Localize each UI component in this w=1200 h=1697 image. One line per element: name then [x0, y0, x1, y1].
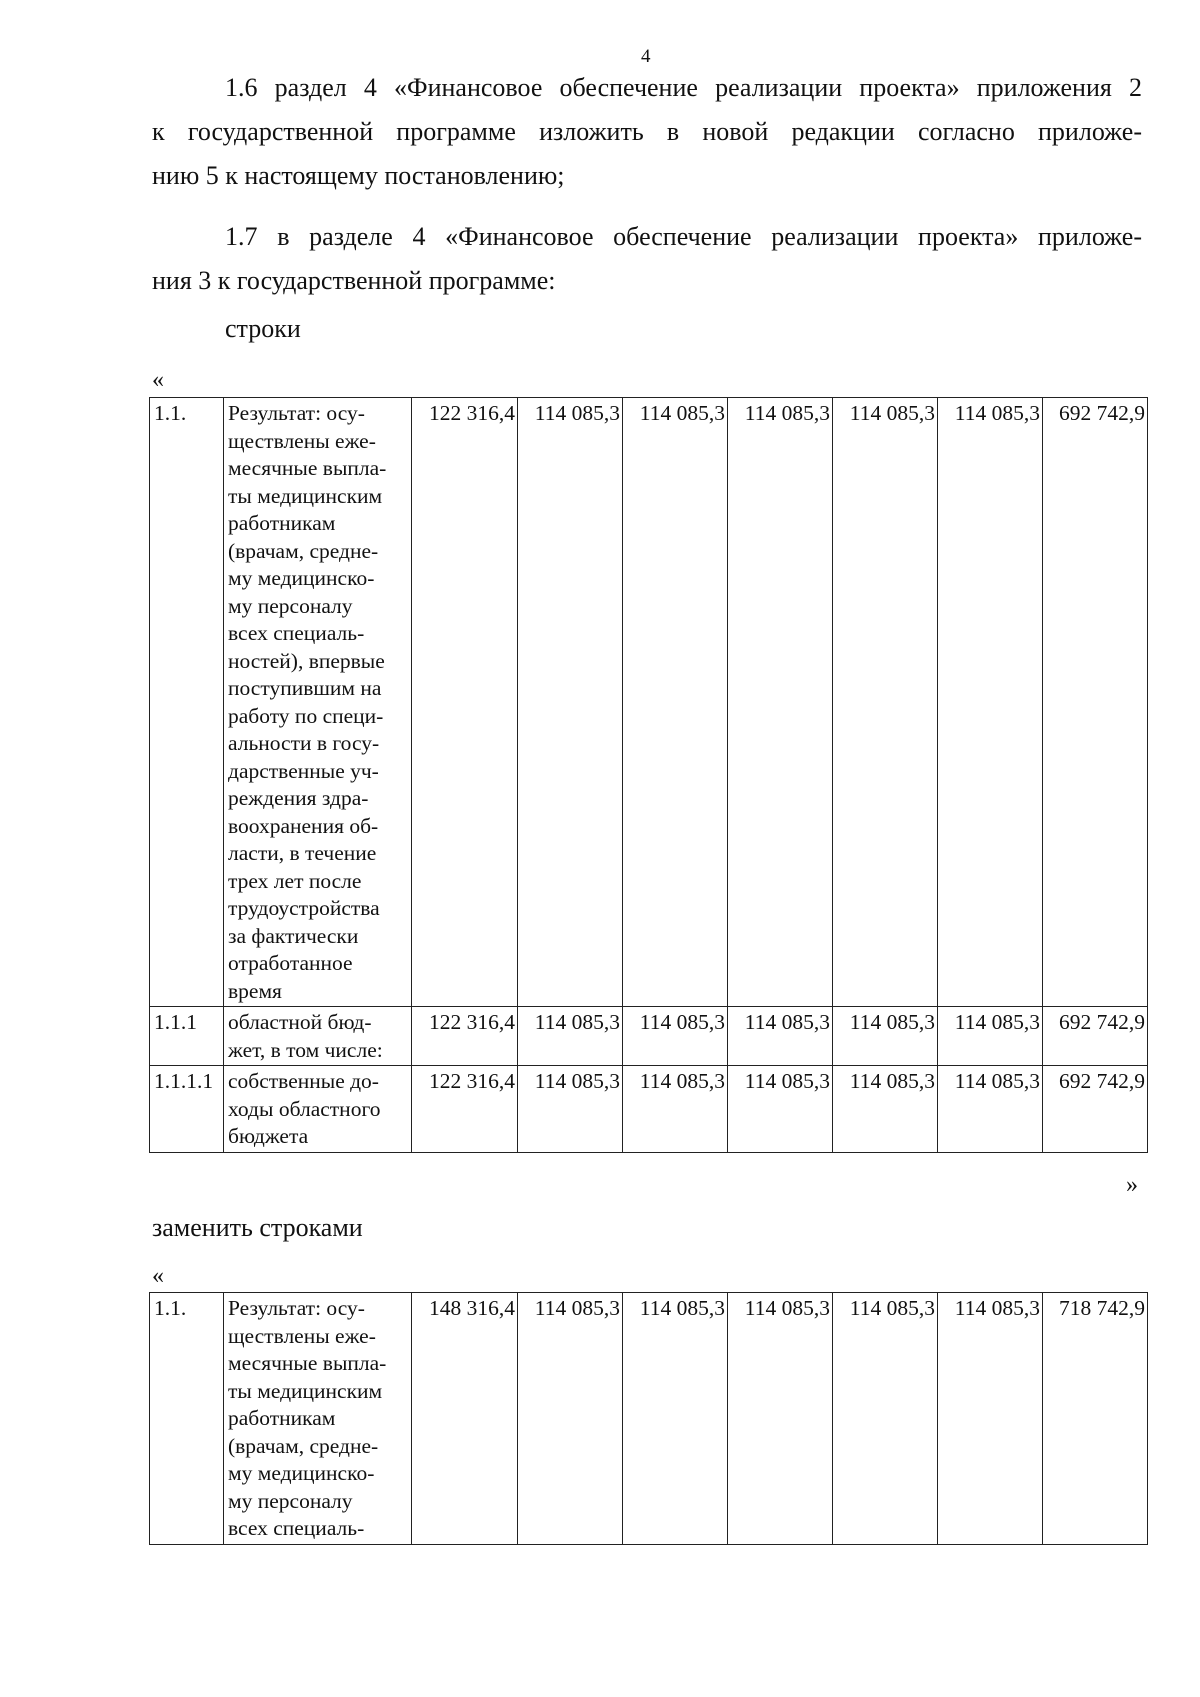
- amount-cell: 718 742,9: [1043, 1293, 1148, 1545]
- closing-quote-old: »: [1126, 1172, 1138, 1198]
- paragraph-line: ния 3 к государственной программе:: [152, 266, 556, 295]
- description-line: реждения здра-: [228, 786, 369, 810]
- amount-cell: 114 085,3: [938, 1007, 1043, 1066]
- description-line: му персоналу: [228, 1488, 353, 1513]
- description-line: му медицинско-: [228, 1461, 375, 1485]
- description-line: му медицинско-: [228, 566, 375, 590]
- amount-cell: 122 316,4: [412, 1007, 518, 1066]
- description-line: месячные выпла-: [228, 1351, 387, 1375]
- description-line: бюджета: [228, 1124, 309, 1148]
- opening-quote-old: «: [152, 367, 164, 393]
- table-row: [150, 1066, 1148, 1153]
- amount-cell: 692 742,9: [1043, 1066, 1148, 1153]
- amount-cell: 114 085,3: [728, 1293, 833, 1545]
- description-line: всех специаль-: [228, 621, 365, 645]
- description-line: ходы областного: [228, 1096, 381, 1121]
- amount-cell: 114 085,3: [833, 1007, 938, 1066]
- opening-quote-new: «: [152, 1263, 164, 1289]
- amount-cell: 114 085,3: [833, 1066, 938, 1153]
- description-line: работу по специ-: [228, 703, 384, 728]
- row-description: [224, 1007, 412, 1066]
- row-code: 1.1.1.1: [150, 1066, 224, 1153]
- paragraph-1-7: [152, 215, 1142, 303]
- paragraph-line: 1.6 раздел 4 «Финансовое обеспечение реализации проекта» приложения 2: [225, 73, 1142, 102]
- row-description: [224, 1066, 412, 1153]
- row-code: 1.1.: [150, 1293, 224, 1545]
- description-line: ществлены еже-: [228, 428, 376, 453]
- old-rows-table: [149, 397, 1148, 1153]
- amount-cell: 114 085,3: [728, 398, 833, 1007]
- description-line: дарственные уч-: [228, 758, 379, 783]
- description-line: областной бюд-: [228, 1010, 372, 1034]
- amount-cell: 114 085,3: [518, 1007, 623, 1066]
- paragraph-line: к государственной программе изложить в новой редакции согласно приложе-: [152, 117, 1142, 146]
- description-line: время: [228, 978, 282, 1003]
- row-description: [224, 1293, 412, 1545]
- amount-cell: 114 085,3: [623, 1293, 728, 1545]
- description-line: (врачам, средне-: [228, 538, 379, 563]
- amount-cell: 114 085,3: [938, 1066, 1043, 1153]
- description-line: работникам: [228, 511, 336, 535]
- description-line: всех специаль-: [228, 1516, 365, 1540]
- page-number: 4: [641, 46, 651, 67]
- amount-cell: 114 085,3: [623, 1066, 728, 1153]
- description-line: ласти, в течение: [228, 841, 377, 865]
- amount-cell: 114 085,3: [623, 398, 728, 1007]
- description-line: отработанное: [228, 951, 353, 975]
- row-description: [224, 398, 412, 1007]
- amount-cell: 114 085,3: [833, 1293, 938, 1545]
- row-code: 1.1.: [150, 398, 224, 1007]
- table-row: [150, 1007, 1148, 1066]
- paragraph-1-6: [152, 66, 1142, 198]
- amount-cell: 122 316,4: [412, 1066, 518, 1153]
- amount-cell: 122 316,4: [412, 398, 518, 1007]
- label-rows: строки: [225, 314, 301, 343]
- table-row: [150, 398, 1148, 1007]
- amount-cell: 114 085,3: [518, 1293, 623, 1545]
- amount-cell: 114 085,3: [623, 1007, 728, 1066]
- description-line: ты медицинским: [228, 483, 383, 508]
- description-line: воохранения об-: [228, 813, 379, 838]
- description-line: поступившим на: [228, 676, 382, 700]
- description-line: ты медицинским: [228, 1378, 383, 1403]
- description-line: (врачам, средне-: [228, 1433, 379, 1458]
- description-line: му персоналу: [228, 593, 353, 618]
- description-line: альности в госу-: [228, 731, 380, 755]
- description-line: ществлены еже-: [228, 1323, 376, 1348]
- amount-cell: 692 742,9: [1043, 398, 1148, 1007]
- paragraph-line: 1.7 в разделе 4 «Финансовое обеспечение реализации проекта» приложе-: [225, 222, 1142, 251]
- description-line: ностей), впервые: [228, 648, 385, 673]
- amount-cell: 114 085,3: [518, 1066, 623, 1153]
- table-row: [150, 1293, 1148, 1545]
- paragraph-line: нию 5 к настоящему постановлению;: [152, 161, 565, 190]
- amount-cell: 114 085,3: [518, 398, 623, 1007]
- description-line: трудоустройства: [228, 896, 380, 920]
- amount-cell: 114 085,3: [728, 1066, 833, 1153]
- description-line: собственные до-: [228, 1069, 379, 1093]
- row-code: 1.1.1: [150, 1007, 224, 1066]
- amount-cell: 148 316,4: [412, 1293, 518, 1545]
- description-line: работникам: [228, 1406, 336, 1430]
- amount-cell: 692 742,9: [1043, 1007, 1148, 1066]
- new-rows-table: [149, 1292, 1148, 1545]
- amount-cell: 114 085,3: [938, 1293, 1043, 1545]
- description-line: за фактически: [228, 923, 359, 948]
- label-replace: заменить строками: [152, 1213, 363, 1242]
- description-line: трех лет после: [228, 868, 362, 893]
- description-line: Результат: осу-: [228, 1296, 365, 1320]
- amount-cell: 114 085,3: [728, 1007, 833, 1066]
- amount-cell: 114 085,3: [938, 398, 1043, 1007]
- description-line: жет, в том числе:: [228, 1037, 383, 1062]
- description-line: месячные выпла-: [228, 456, 387, 480]
- amount-cell: 114 085,3: [833, 398, 938, 1007]
- description-line: Результат: осу-: [228, 401, 365, 425]
